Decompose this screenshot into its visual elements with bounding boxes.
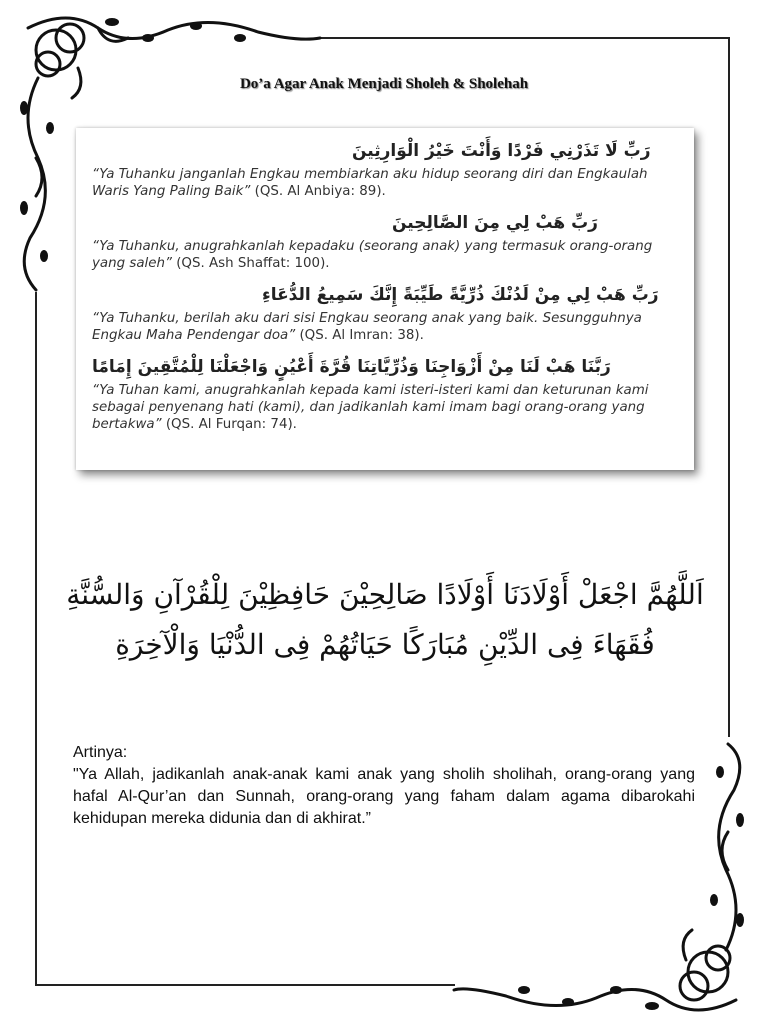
prayer-anbiya xyxy=(92,136,672,200)
artinya-label: Artinya: xyxy=(73,744,128,761)
prayer-translation xyxy=(92,382,672,433)
page-title: Do’a Agar Anak Menjadi Sholeh & Sholehah xyxy=(239,76,529,92)
main-prayer-arabic: اَللَّهُمَّ اجْعَلْ أَوْلَادَنَا أَوْلَادًا صَالِحِيْنَ حَافِظِيْنَ لِلْقُرْآنِ وَالسُّنَّةِ فُقَهَاءَ فِى الدِّيْنِ مُبَارَكًا حَيَاتُهُمْ فِى الدُّنْيَا وَالْآخِرَةِ xyxy=(66,578,704,661)
prayer-imran xyxy=(92,280,672,344)
verse-reference: (QS. Al Imran: 38). xyxy=(295,328,424,343)
prayer-arabic: رَبَّنَا هَبْ لَنَا مِنْ أَزْوَاجِنَا وَذُرِّيَّاتِنَا قُرَّةَ أَعْيُنٍ وَاجْعَلْنَا لِلْمُتَّقِينَ إِمَامًا xyxy=(92,357,611,377)
frame-bottom-line xyxy=(35,984,455,986)
prayer-arabic: رَبِّ لَا تَذَرْنِي فَرْدًا وَأَنْتَ خَيْرُ الْوَارِثِينَ xyxy=(352,141,651,161)
translation-text: “Ya Tuhanku, berilah aku dari sisi Engkau seorang anak yang baik. Sesungguhnya Engkau Maha Pendengar doa” xyxy=(92,311,642,343)
frame-left-line xyxy=(35,292,37,986)
verse-reference: (QS. Ash Shaffat: 100). xyxy=(171,256,330,271)
translation-text: “Ya Tuhan kami, anugrahkanlah kepada kami isteri-isteri kami dan keturunan kami sebagai penyenang hati (kami), dan jadikanlah kami imam bagi orang-orang yang bertakwa” xyxy=(92,383,649,432)
frame-right-line xyxy=(728,37,730,737)
prayer-translation xyxy=(92,166,672,200)
translation-text: “Ya Tuhanku, anugrahkanlah kepadaku (seorang anak) yang termasuk orang-orang yang saleh” xyxy=(92,239,653,271)
verse-reference: (QS. Al Anbiya: 89). xyxy=(250,184,386,199)
prayer-furqan xyxy=(92,352,672,433)
translation-text: “Ya Tuhanku janganlah Engkau membiarkan aku hidup seorang diri dan Engkaulah Waris Yang Paling Baik” xyxy=(92,167,648,199)
prayer-translation xyxy=(92,310,672,344)
prayer-shaffat xyxy=(92,208,672,272)
prayer-arabic: رَبِّ هَبْ لِي مِنْ لَدُنْكَ ذُرِّيَّةً طَيِّبَةً إِنَّكَ سَمِيعُ الدُّعَاءِ xyxy=(262,285,659,305)
artinya-translation: "Ya Allah, jadikanlah anak-anak kami anak yang sholih sholihah, orang-orang yang hafal Al-Qur’an dan Sunnah, orang-orang yang faham dalam agama dibarokahi kehidupan mereka didunia dan di akhirat.” xyxy=(73,766,695,827)
frame-top-line xyxy=(318,37,730,39)
prayer-arabic: رَبِّ هَبْ لِي مِنَ الصَّالِحِينَ xyxy=(392,213,598,233)
prayer-box xyxy=(76,128,694,470)
prayer-translation xyxy=(92,238,672,272)
verse-reference: (QS. Al Furqan: 74). xyxy=(161,417,297,432)
